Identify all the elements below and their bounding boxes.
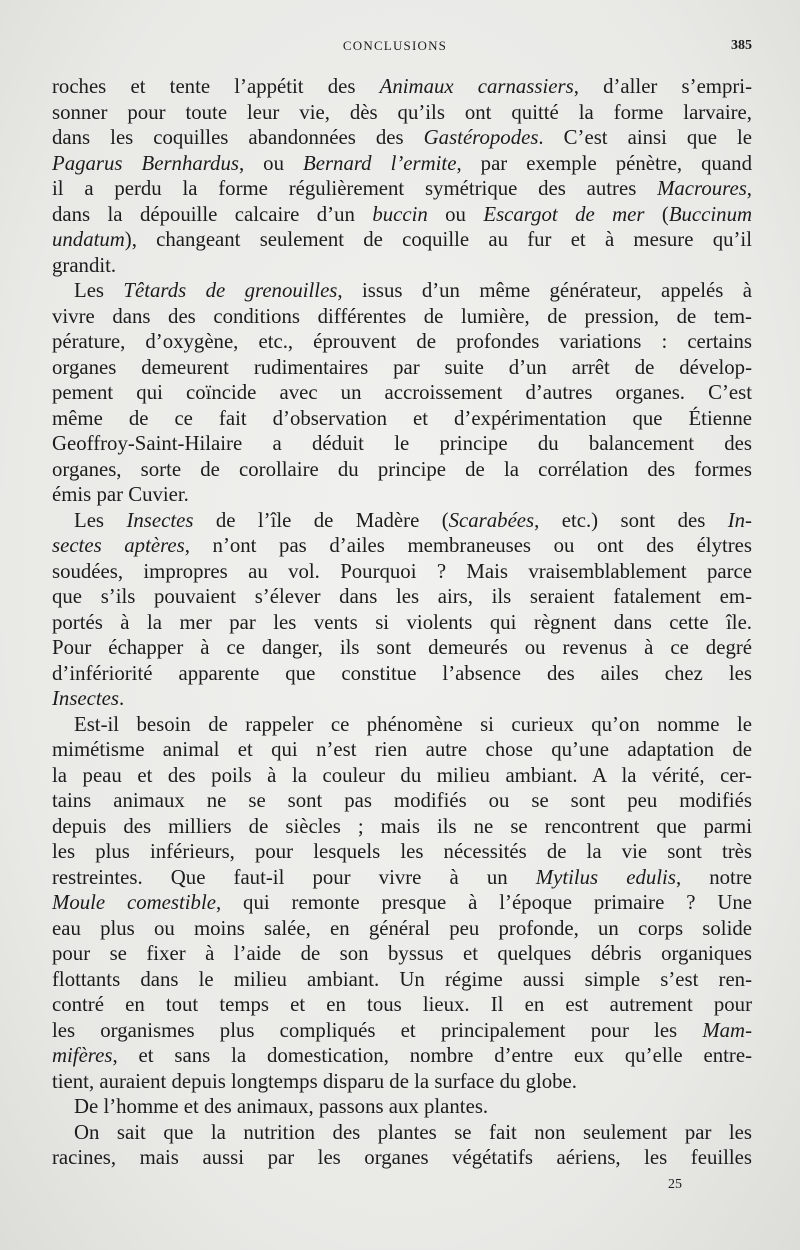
text-line xyxy=(52,737,752,763)
italic-text: sectes aptères xyxy=(52,534,185,557)
text-line xyxy=(52,686,752,712)
text-segment: . C’est ainsi que le xyxy=(538,126,752,149)
text-segment: contré en tout temps et en tous lieux. Il en est autrement pour xyxy=(52,993,752,1016)
text-line xyxy=(52,916,752,942)
text-line xyxy=(52,992,752,1018)
text-line xyxy=(52,278,752,304)
text-segment: soudées, impropres au vol. Pourquoi ? Mais vraisemblablement parce xyxy=(52,559,752,583)
text-line xyxy=(52,1094,752,1120)
text-line xyxy=(52,74,752,100)
text-segment: grandit. xyxy=(52,253,117,277)
page-number: 385 xyxy=(731,38,752,53)
italic-text: Animaux carnassiers xyxy=(379,75,574,98)
text-segment: , ou xyxy=(238,151,304,175)
text-line xyxy=(52,482,752,508)
text-segment: vivre dans des conditions différentes de lumière, de pression, de tem- xyxy=(52,304,752,328)
running-title: CONCLUSIONS xyxy=(342,38,448,53)
text-line xyxy=(52,1120,752,1146)
text-segment: Les xyxy=(74,279,124,302)
text-line xyxy=(52,941,752,967)
text-segment: eau plus ou moins salée, en général peu profonde, un corps solide xyxy=(52,916,752,940)
italic-text: mifères xyxy=(52,1044,113,1067)
italic-text: buccin xyxy=(372,202,428,226)
text-line xyxy=(52,788,752,814)
text-segment: , par exemple pénètre, quand xyxy=(456,151,752,175)
text-line xyxy=(52,202,752,228)
text-line xyxy=(52,304,752,330)
text-segment: même de ce fait d’observation et d’expérimentation que Étienne xyxy=(52,406,752,430)
text-line xyxy=(52,533,752,559)
text-segment: organes, sorte de corollaire du principe de la corrélation des formes xyxy=(52,457,752,481)
text-segment: depuis des milliers de siècles ; mais ils ne se rencontrent que parmi xyxy=(52,814,752,838)
italic-text: Pagarus Bernhardus xyxy=(52,151,239,175)
text-line xyxy=(52,1145,752,1171)
text-line xyxy=(52,100,752,126)
text-segment: portés à la mer par les vents si violents qui règnent dans cette île. xyxy=(52,610,752,634)
text-segment: il a perdu la forme régulièrement symétrique des autres xyxy=(52,177,658,200)
text-line xyxy=(52,329,752,355)
text-segment: On sait que la nutrition des plantes se fait non seulement par les xyxy=(74,1120,752,1144)
text-segment: Les xyxy=(74,508,127,532)
text-segment: ou xyxy=(427,202,484,226)
text-segment: que s’ils pouvaient s’élever dans les airs, ils seraient fatalement em- xyxy=(52,585,752,608)
text-line xyxy=(52,839,752,865)
text-segment: , qui remonte presque à l’époque primaire ? Une xyxy=(215,891,753,914)
text-line xyxy=(52,610,752,636)
running-head xyxy=(0,38,800,58)
italic-text: Insectes xyxy=(126,508,194,532)
text-line xyxy=(52,355,752,381)
italic-text: Têtards de grenouilles xyxy=(123,279,338,302)
italic-text: Gastéropodes xyxy=(423,126,539,149)
text-segment: mimétisme animal et qui n’est rien autre chose qu’une adaptation de xyxy=(52,738,752,761)
italic-text: Mam- xyxy=(702,1018,752,1042)
text-segment: les organismes plus compliqués et principalement pour les xyxy=(52,1018,703,1042)
text-line xyxy=(52,253,752,279)
italic-text: Buccinum xyxy=(668,202,752,226)
italic-text: Escargot de mer xyxy=(483,202,645,226)
italic-text: Moule comestible xyxy=(52,891,216,914)
text-segment: tains animaux ne se sont pas modifiés ou se sont peu modifiés xyxy=(52,789,752,812)
text-segment: , notre xyxy=(675,865,752,889)
text-segment: . xyxy=(118,687,125,710)
text-segment: Est-il besoin de rappeler ce phénomène si curieux qu’on nomme le xyxy=(74,712,752,736)
text-line xyxy=(52,712,752,738)
italic-text: Macroures xyxy=(657,177,747,200)
text-segment: de l’île de Madère ( xyxy=(193,508,449,532)
text-line xyxy=(52,380,752,406)
text-line xyxy=(52,151,752,177)
text-line xyxy=(52,125,752,151)
text-segment: Geoffroy-Saint-Hilaire a déduit le principe du balancement des xyxy=(52,432,752,455)
text-line xyxy=(52,1043,752,1069)
text-line xyxy=(52,890,752,916)
text-segment: les plus inférieurs, pour lesquels les nécessités de la vie sont très xyxy=(52,840,752,863)
text-segment: , et sans la domestication, nombre d’entre eux qu’elle entre- xyxy=(112,1044,752,1067)
signature-mark: 25 xyxy=(668,1177,682,1192)
text-line xyxy=(52,1069,752,1095)
text-segment: De l’homme et des animaux, passons aux plantes. xyxy=(74,1095,489,1118)
text-segment: organes demeurent rudimentaires par suite d’un arrêt de dévelop- xyxy=(52,355,752,379)
text-line xyxy=(52,457,752,483)
text-segment: racines, mais aussi par les organes végétatifs aériens, les feuilles xyxy=(52,1146,752,1169)
text-segment: dans les coquilles abandonnées des xyxy=(52,126,424,149)
text-segment: roches et tente l’appétit des xyxy=(52,75,380,98)
text-line xyxy=(52,1018,752,1044)
text-line xyxy=(52,559,752,585)
text-segment: Pour échapper à ce danger, ils sont demeurés ou revenus à ce degré xyxy=(52,636,752,659)
italic-text: In- xyxy=(727,508,752,532)
text-segment: ), changeant seulement de coquille au fur et à mesure qu’il xyxy=(124,228,752,251)
text-segment: ( xyxy=(644,202,669,226)
text-line xyxy=(52,227,752,253)
text-segment: , d’aller s’empri- xyxy=(573,75,753,98)
text-line xyxy=(52,865,752,891)
text-segment: , n’ont pas d’ailes membraneuses ou ont des élytres xyxy=(184,534,753,557)
text-segment: , etc.) sont des xyxy=(534,508,728,532)
italic-text: Scarabées xyxy=(448,508,535,532)
italic-text: Mytilus edulis xyxy=(535,865,676,889)
text-line xyxy=(52,635,752,661)
text-segment: sonner pour toute leur vie, dès qu’ils ont quitté la forme larvaire, xyxy=(52,100,752,124)
text-segment: pement qui coïncide avec un accroissement d’autres organes. C’est xyxy=(52,381,752,404)
text-line xyxy=(52,967,752,993)
text-segment: tient, auraient depuis longtemps disparu de la surface du globe. xyxy=(52,1069,577,1093)
italic-text: Bernard l’ermite xyxy=(303,151,457,175)
text-line xyxy=(52,508,752,534)
text-line xyxy=(52,763,752,789)
text-segment: flottants dans le milieu ambiant. Un régime aussi simple s’est ren- xyxy=(52,967,752,991)
text-segment: , xyxy=(746,177,752,200)
italic-text: undatum xyxy=(52,228,125,251)
text-segment: dans la dépouille calcaire d’un xyxy=(52,202,373,226)
text-line xyxy=(52,431,752,457)
text-segment: restreintes. Que faut-il pour vivre à un xyxy=(52,865,536,889)
text-line xyxy=(52,406,752,432)
text-segment: émis par Cuvier. xyxy=(52,483,189,506)
body-text xyxy=(52,74,752,1171)
text-line xyxy=(52,584,752,610)
text-segment: pérature, d’oxygène, etc., éprouvent de profondes variations : certains xyxy=(52,330,752,353)
text-segment: pour se fixer à l’aide de son byssus et quelques débris organiques xyxy=(52,942,752,965)
text-segment: d’infériorité apparente que constitue l’absence des ailes chez les xyxy=(52,661,752,685)
text-line xyxy=(52,814,752,840)
text-line xyxy=(52,176,752,202)
text-segment: , issus d’un même générateur, appelés à xyxy=(337,279,752,302)
text-line xyxy=(52,661,752,687)
italic-text: Insectes xyxy=(52,687,119,710)
text-segment: la peau et des poils à la couleur du milieu ambiant. A la vérité, cer- xyxy=(52,763,752,787)
